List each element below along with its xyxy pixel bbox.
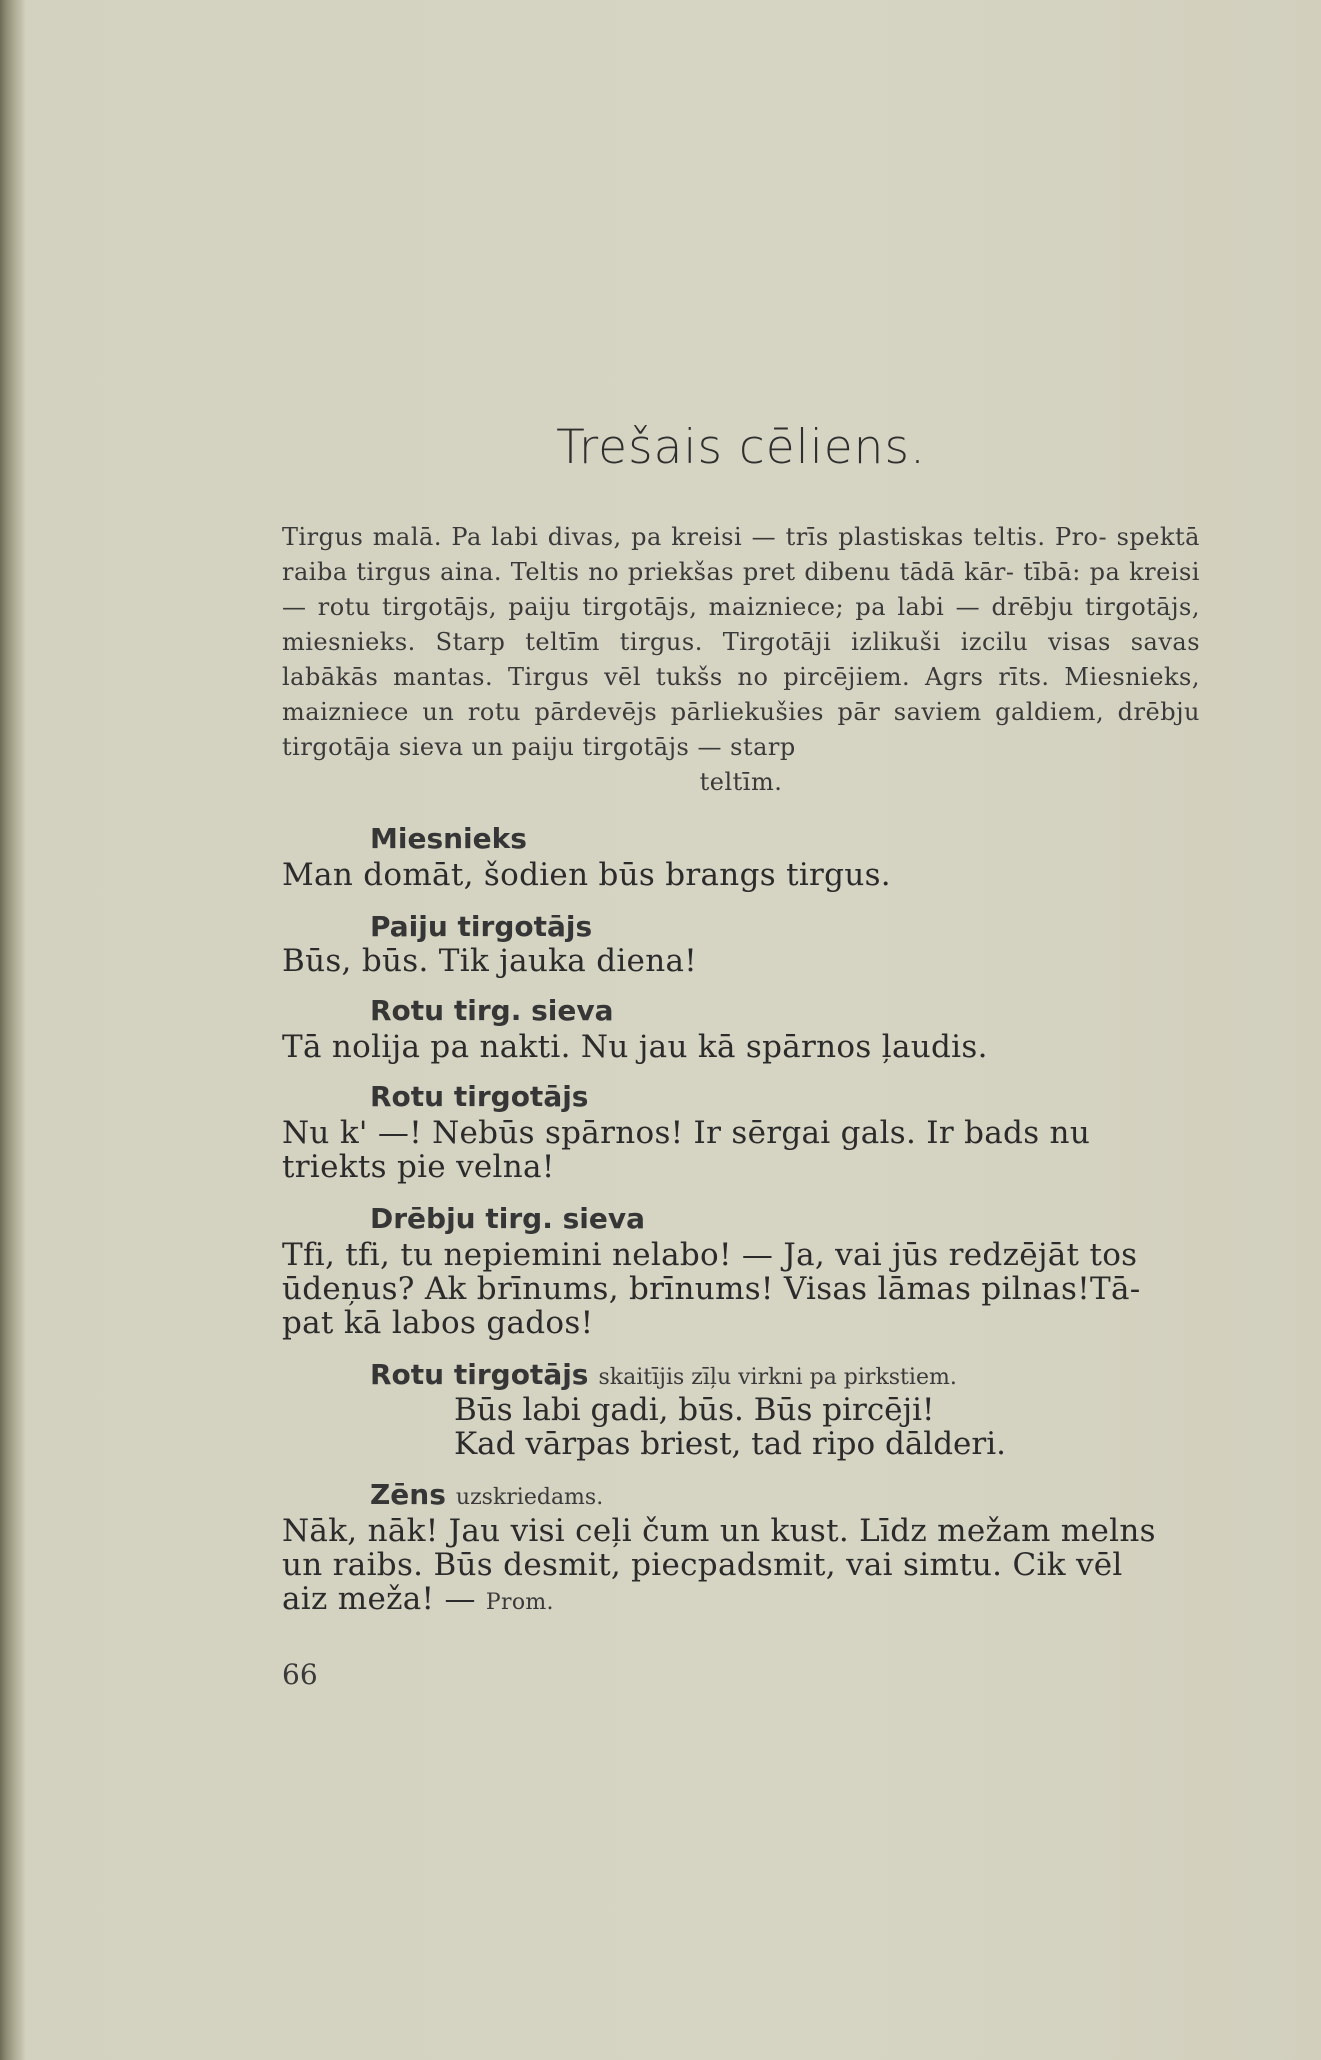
stage-line: tībā: pa kreisi — rotu tirgotājs, paiju tirgotājs, maizniece; pa labi —	[282, 558, 1200, 621]
speaker-name: Rotu tirg. sieva	[370, 994, 614, 1027]
verse-line: Būs labi gadi, būs. Būs pircēji!	[454, 1392, 935, 1428]
dialogue-line: Tfi, tfi, tu nepiemini nelabo! — Ja, vai jūs redzējāt tos	[282, 1237, 1138, 1273]
dialogue-line: aiz meža! —	[282, 1581, 476, 1617]
speaker-name: Miesnieks	[370, 822, 527, 855]
act-title: Trešais cēliens.	[556, 420, 926, 475]
dialogue-line: Nāk, nāk! Jau visi ceļi čum un kust. Līdz mežam melns	[282, 1513, 1156, 1549]
exit-direction: Prom.	[485, 1590, 554, 1615]
dialogue-line: Tā nolija pa nakti. Nu jau kā spārnos ļaudis.	[282, 1029, 988, 1065]
speaker-name: Rotu tirgotājs	[370, 1080, 589, 1113]
dialogue-line: triekts pie velna!	[282, 1149, 555, 1185]
dialogue-line: Nu k' —! Nebūs spārnos! Ir sērgai gals. Ir bads nu	[282, 1115, 1091, 1151]
dialogue-line: un raibs. Būs desmit, piecpadsmit, vai simtu. Cik vēl	[282, 1547, 1123, 1583]
page-number: 66	[282, 1658, 318, 1691]
verse-line: Kad vārpas briest, tad ripo dālderi.	[454, 1426, 1006, 1462]
speaker-with-direction	[370, 1478, 603, 1511]
speaker-name: Rotu tirgotājs	[370, 1358, 589, 1391]
speaker-name: Zēns	[370, 1478, 446, 1511]
stage-line: saviem galdiem, drēbju tirgotāja sieva un paiju tirgotājs — starp	[282, 698, 1200, 761]
stage-line: Agrs rīts. Miesnieks, maizniece un rotu pārdevējs pārliekušies pār	[282, 663, 1200, 726]
dialogue-line: Man domāt, šodien būs brangs tirgus.	[282, 857, 891, 893]
stage-line: izcilu visas savas labākās mantas. Tirgus vēl tukšs no pircējiem.	[282, 628, 1201, 691]
dialogue-line: pat kā labos gados!	[282, 1305, 594, 1341]
speaker-with-direction	[370, 1358, 957, 1391]
dialogue-line: Būs, būs. Tik jauka diena!	[282, 943, 698, 979]
speaker-name: Paiju tirgotājs	[370, 910, 593, 943]
stage-line: drēbju tirgotājs, miesnieks. Starp teltīm tirgus. Tirgotāji izlikuši	[282, 593, 1200, 656]
speaker-name: Drēbju tirg. sieva	[370, 1202, 645, 1235]
stage-direction	[282, 520, 1200, 800]
speaker-direction: skaitījis zīļu virkni pa pirkstiem.	[598, 1365, 957, 1390]
stage-line: Tirgus malā. Pa labi divas, pa kreisi — trīs plastiskas teltis. Pro-	[282, 523, 1108, 551]
stage-line: teltīm.	[699, 768, 783, 796]
dialogue-line: ūdeņus? Ak brīnums, brīnums! Visas lāmas pilnas!Tā-	[282, 1271, 1141, 1307]
dialogue-line-with-exit	[282, 1582, 1200, 1620]
speaker-direction: uzskriedams.	[455, 1485, 604, 1510]
stage-line: spektā raiba tirgus aina. Teltis no priekšas pret dibenu tādā kār-	[282, 523, 1200, 586]
book-spine-edge	[0, 0, 26, 2060]
